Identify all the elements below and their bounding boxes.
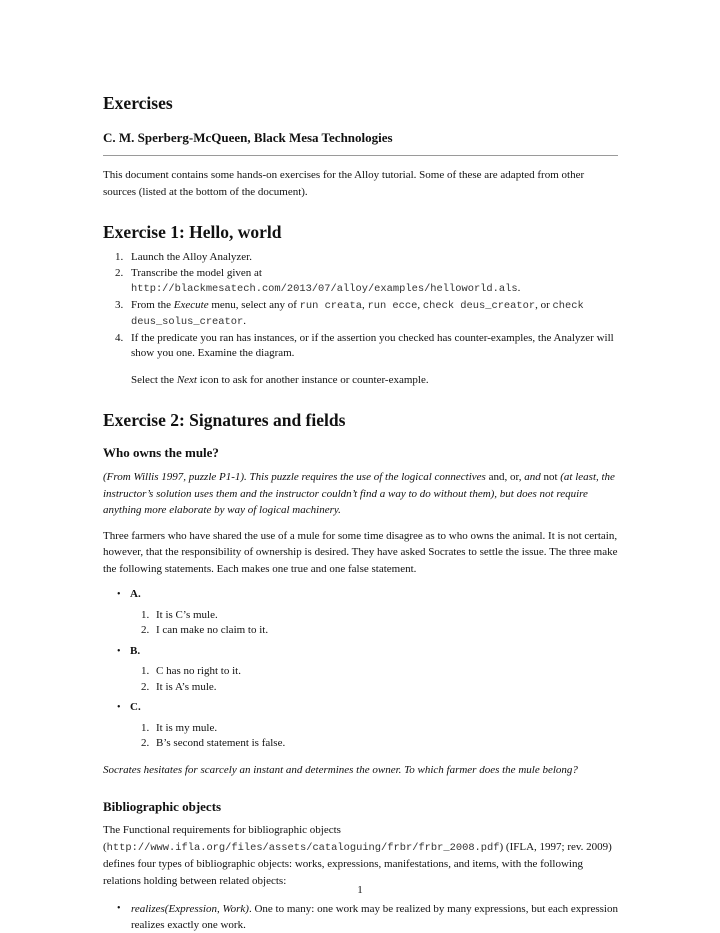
- list-item: [130, 721, 618, 737]
- connective-and: and: [488, 471, 505, 483]
- command-run-creata: run creata: [299, 299, 362, 312]
- bullet: •: [117, 903, 121, 914]
- list-item: [130, 664, 618, 680]
- separator: ,: [504, 471, 510, 483]
- list-item: [130, 680, 618, 696]
- exercise1-steps: [103, 250, 618, 362]
- step-number: 4.: [115, 331, 124, 344]
- bullet: •: [117, 702, 121, 713]
- separator: , or: [535, 298, 553, 311]
- exercise2-heading: Exercise 2: Signatures and fields: [103, 410, 346, 430]
- execute-menu-name: Execute: [173, 298, 209, 311]
- connective-or: or: [509, 471, 519, 483]
- exercise1-step-4: [103, 331, 618, 362]
- helloworld-model-url[interactable]: http://blackmesatech.com/2013/07/alloy/examples/helloworld.als: [131, 283, 518, 295]
- list-item: [130, 736, 618, 752]
- statement-number: 2.: [141, 624, 150, 636]
- document-title: Exercises: [103, 93, 173, 113]
- list-item: [130, 623, 618, 639]
- document-page: [103, 92, 618, 933]
- title-divider: [103, 155, 618, 156]
- farmer-c: [103, 700, 618, 752]
- mule-puzzle-paragraph: Three farmers who have shared the use of a mule for some time disagree as to who owns the animal. It is not certain, however, that the responsibility of ownership is desired. They have asked Socrates to settle the issue. The three make the following statements. Each makes one true and one false statement.: [103, 529, 618, 575]
- farmer-b: [103, 644, 618, 696]
- statement-number: 1.: [141, 608, 150, 621]
- bullet: •: [117, 645, 121, 657]
- step-end: .: [517, 282, 521, 294]
- farmer-statements-list: [103, 587, 618, 752]
- bibliographic-objects-subheading: Bibliographic objects: [103, 799, 222, 814]
- text: ) (IFLA, 1997; rev. 2009) defines four types of bibliographic objects: works, expressions, manifestations, and items, with the following relations holding between related objects:: [103, 840, 612, 887]
- select-next-paragraph: [103, 372, 618, 389]
- separator: ,: [361, 298, 368, 311]
- list-item: [130, 608, 618, 624]
- step-number: 1.: [115, 251, 124, 263]
- connective-and-2: and: [524, 471, 541, 483]
- command-check-deus-creator: check deus_creator: [422, 299, 536, 312]
- statement-number: 2.: [141, 680, 150, 693]
- step-text: menu, select any of: [208, 298, 300, 311]
- farmer-label: B.: [130, 644, 141, 657]
- text: The Functional requirements for bibliographic objects (: [103, 824, 341, 853]
- bullet: •: [117, 589, 121, 600]
- step-text: Launch the Alloy Analyzer.: [131, 251, 252, 263]
- statement-text: B’s second statement is false.: [156, 737, 286, 749]
- statement-text: It is my mule.: [156, 721, 218, 734]
- text: (From Willis 1997, puzzle P1-1). This puzzle requires the use of the logical connectives: [103, 471, 489, 483]
- statement-text: It is A’s mule.: [156, 680, 217, 693]
- exercise1-step-3: [103, 298, 618, 331]
- mule-subheading: Who owns the mule?: [103, 445, 219, 460]
- step-text: If the predicate you ran has instances, or if the assertion you checked has counter-examples, the Analyzer will show you one. Examine the diagram.: [131, 331, 614, 359]
- frbr-url[interactable]: http://www.ifla.org/files/assets/cataloguing/frbr/frbr_2008.pdf: [106, 841, 500, 854]
- text: Select the: [131, 373, 177, 386]
- relation-name: realizes(Expression, Work): [131, 903, 249, 915]
- exercise1-step-2: [103, 266, 618, 298]
- relation-text: . One to many: one work may be realized by many expressions, but each expression realizes exactly one work.: [131, 903, 618, 931]
- statement-number: 1.: [141, 721, 150, 734]
- connective-not: not: [543, 471, 558, 483]
- statement-number: 1.: [141, 665, 150, 677]
- next-icon-name: Next: [176, 373, 197, 386]
- mule-citation: [103, 469, 618, 519]
- relation-realizes: [103, 901, 618, 933]
- frbr-relations-list: [103, 901, 618, 933]
- mule-question: Socrates hesitates for scarcely an instant and determines the owner. To which farmer does the mule belong?: [103, 763, 578, 776]
- farmer-a-statements: [130, 608, 618, 639]
- text: (at least, the instructor’s solution uses them and the instructor couldn’t find a way to do without them), but does not require anything more elaborate by way of logical machinery.: [103, 471, 615, 516]
- farmer-label: A.: [130, 588, 141, 600]
- document-author: C. M. Sperberg-McQueen, Black Mesa Technologies: [103, 130, 393, 145]
- step-end: .: [243, 315, 246, 327]
- step-number: 2.: [115, 266, 124, 279]
- farmer-a: [103, 587, 618, 639]
- statement-text: It is C’s mule.: [156, 608, 218, 621]
- statement-number: 2.: [141, 737, 150, 749]
- step-number: 3.: [115, 298, 124, 311]
- separator: ,: [518, 471, 525, 483]
- intro-paragraph: This document contains some hands-on exercises for the Alloy tutorial. Some of these are adapted from other sources (listed at the bottom of the document).: [103, 169, 585, 198]
- exercise1-step-1: [103, 250, 618, 266]
- separator: ,: [417, 298, 423, 311]
- frbr-paragraph: [103, 822, 618, 889]
- farmer-b-statements: [130, 664, 618, 695]
- command-check-deus-solus-creator: check deus_solus_creator: [131, 299, 584, 328]
- page-number: 1: [357, 884, 363, 896]
- step-text: Transcribe the model given at: [131, 266, 262, 279]
- exercise1-heading: Exercise 1: Hello, world: [103, 222, 282, 242]
- command-run-ecce: run ecce: [367, 299, 418, 312]
- statement-text: I can make no claim to it.: [156, 624, 269, 636]
- step-text: From the: [131, 298, 174, 311]
- statement-text: C has no right to it.: [156, 665, 241, 677]
- farmer-c-statements: [130, 721, 618, 752]
- text: icon to ask for another instance or counter-example.: [197, 373, 429, 386]
- farmer-label: C.: [130, 701, 141, 713]
